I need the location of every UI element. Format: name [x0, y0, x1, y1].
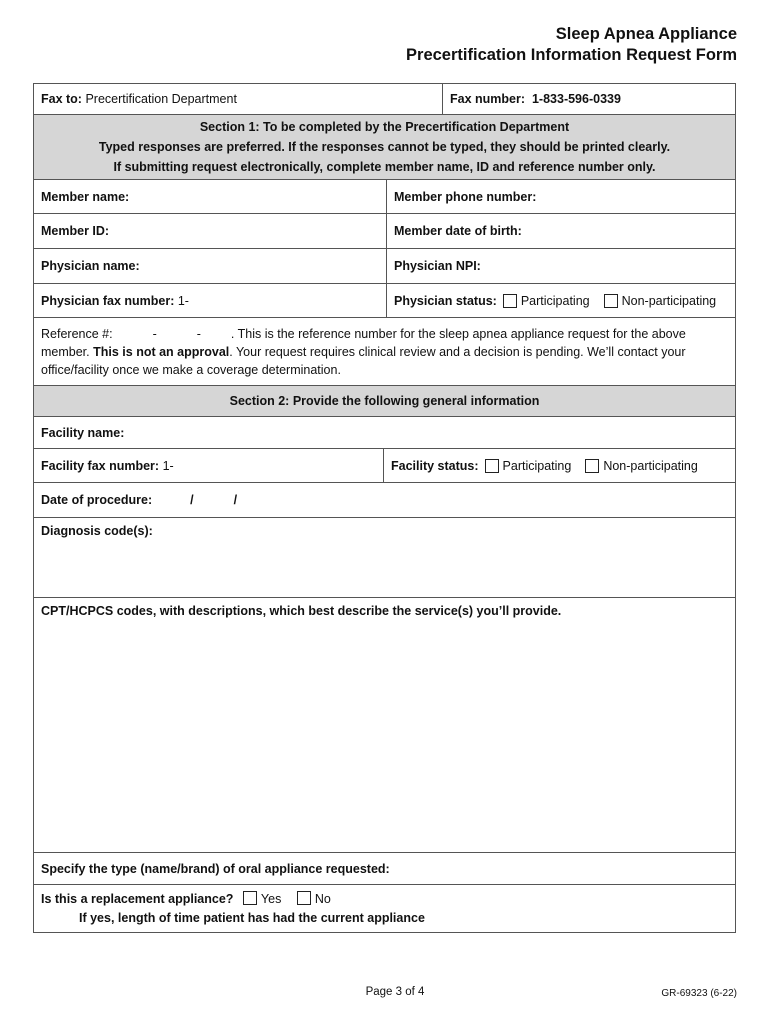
diagnosis-row: [34, 517, 735, 597]
facility-name-row: [34, 416, 735, 448]
fax-number-cell: [442, 84, 735, 114]
cpt-codes-field[interactable]: CPT/HCPCS codes, with descriptions, which best describe the service(s) you’ll provide.: [41, 604, 562, 618]
physician-fax-prefix: 1-: [177, 293, 189, 308]
physician-fax-field[interactable]: [34, 284, 386, 317]
appliance-type-field[interactable]: Specify the type (name/brand) of oral appliance requested:: [41, 861, 390, 876]
section1-title: Section 1: To be completed by the Precertification Department: [199, 120, 570, 134]
replacement-label: Is this a replacement appliance?: [41, 892, 234, 906]
replacement-no-checkbox[interactable]: [297, 891, 311, 905]
replacement-yes-checkbox[interactable]: [243, 891, 257, 905]
date-row: [34, 482, 735, 517]
section2-heading: Section 2: Provide the following general information: [34, 386, 735, 416]
form-code: GR-69323 (6-22): [661, 988, 737, 999]
facility-status-label: Facility status:: [391, 458, 479, 473]
appliance-type-row: [34, 852, 735, 884]
physician-fax-label: Physician fax number:: [41, 293, 175, 308]
member-phone-field[interactable]: Member phone number:: [386, 180, 735, 213]
date-slash-2: /: [233, 493, 238, 507]
physician-name-field[interactable]: Physician name:: [41, 259, 140, 273]
physician-nonparticipating-checkbox[interactable]: [604, 294, 618, 308]
replacement-cell: [34, 885, 432, 932]
physician-fax-row: [34, 283, 735, 317]
facility-status-cell: [383, 449, 735, 482]
reference-row: [34, 317, 735, 385]
member-name-row: [34, 179, 735, 213]
replacement-yes-label: Yes: [260, 892, 282, 906]
replacement-no-label: No: [314, 892, 331, 906]
facility-nonparticipating-checkbox[interactable]: [585, 459, 599, 473]
physician-participating-checkbox[interactable]: [503, 294, 517, 308]
reference-text-2: . Your request requires clinical review and a decision is pending. We’ll contact your office/facility once we make a coverage determination.: [41, 345, 686, 377]
form-title: [406, 24, 737, 66]
section2-heading-row: [34, 385, 735, 416]
facility-fax-label: Facility fax number:: [41, 458, 160, 473]
member-dob-field[interactable]: Member date of birth:: [386, 214, 735, 248]
diagnosis-field[interactable]: Diagnosis code(s):: [41, 524, 153, 538]
facility-name-field[interactable]: Facility name:: [41, 425, 125, 440]
section1-instructions: Typed responses are preferred. If the responses cannot be typed, they should be printed clearly.: [98, 140, 671, 154]
replacement-row: [34, 884, 735, 932]
member-name-field[interactable]: Member name:: [41, 189, 130, 204]
facility-participating-checkbox[interactable]: [485, 459, 499, 473]
reference-label: Reference #:: [41, 327, 113, 341]
date-of-procedure-field[interactable]: [34, 483, 735, 517]
fax-row: [34, 84, 735, 114]
cpt-row: [34, 597, 735, 852]
facility-participating-label: Participating: [502, 458, 572, 473]
member-id-row: [34, 213, 735, 248]
date-slash-1: /: [190, 493, 194, 507]
replacement-question: [41, 890, 425, 909]
section1-heading: [34, 115, 735, 179]
precert-form: [33, 83, 736, 933]
not-approval-text: This is not an approval: [93, 345, 230, 359]
physician-status-label: Physician status:: [394, 293, 497, 308]
facility-nonparticipating-label: Non-participating: [603, 458, 698, 473]
reference-text-1: . This is the reference number for the sleep apnea appliance request for the above member.: [41, 327, 686, 359]
member-id-field[interactable]: Member ID:: [41, 224, 110, 238]
form-title-line1: Sleep Apnea Appliance: [555, 25, 737, 43]
reference-dash-2: -: [196, 327, 201, 341]
physician-nonparticipating-label: Non-participating: [621, 293, 717, 308]
date-label: Date of procedure:: [41, 493, 153, 507]
facility-fax-field[interactable]: [34, 449, 383, 482]
physician-participating-label: Participating: [520, 293, 590, 308]
section1-heading-row: [34, 114, 735, 179]
reference-dash-1: -: [152, 327, 157, 341]
fax-to-cell: [34, 84, 442, 114]
fax-number-value: 1-833-596-0339: [531, 92, 621, 106]
fax-to-label: Fax to:: [41, 92, 82, 106]
page-number: Page 3 of 4: [365, 986, 425, 998]
reference-note[interactable]: [34, 318, 735, 385]
facility-fax-row: [34, 448, 735, 482]
physician-status-cell: [386, 284, 735, 317]
fax-to-value: Precertification Department: [85, 92, 237, 106]
form-title-line2: Precertification Information Request Form: [406, 46, 737, 64]
section1-electronic-note: If submitting request electronically, complete member name, ID and reference number only.: [113, 160, 656, 174]
fax-number-label: Fax number:: [450, 92, 526, 106]
facility-fax-prefix: 1-: [162, 458, 174, 473]
appliance-length-field[interactable]: If yes, length of time patient has had the current appliance: [79, 911, 425, 925]
physician-npi-field[interactable]: Physician NPI:: [386, 249, 735, 283]
physician-row: [34, 248, 735, 283]
